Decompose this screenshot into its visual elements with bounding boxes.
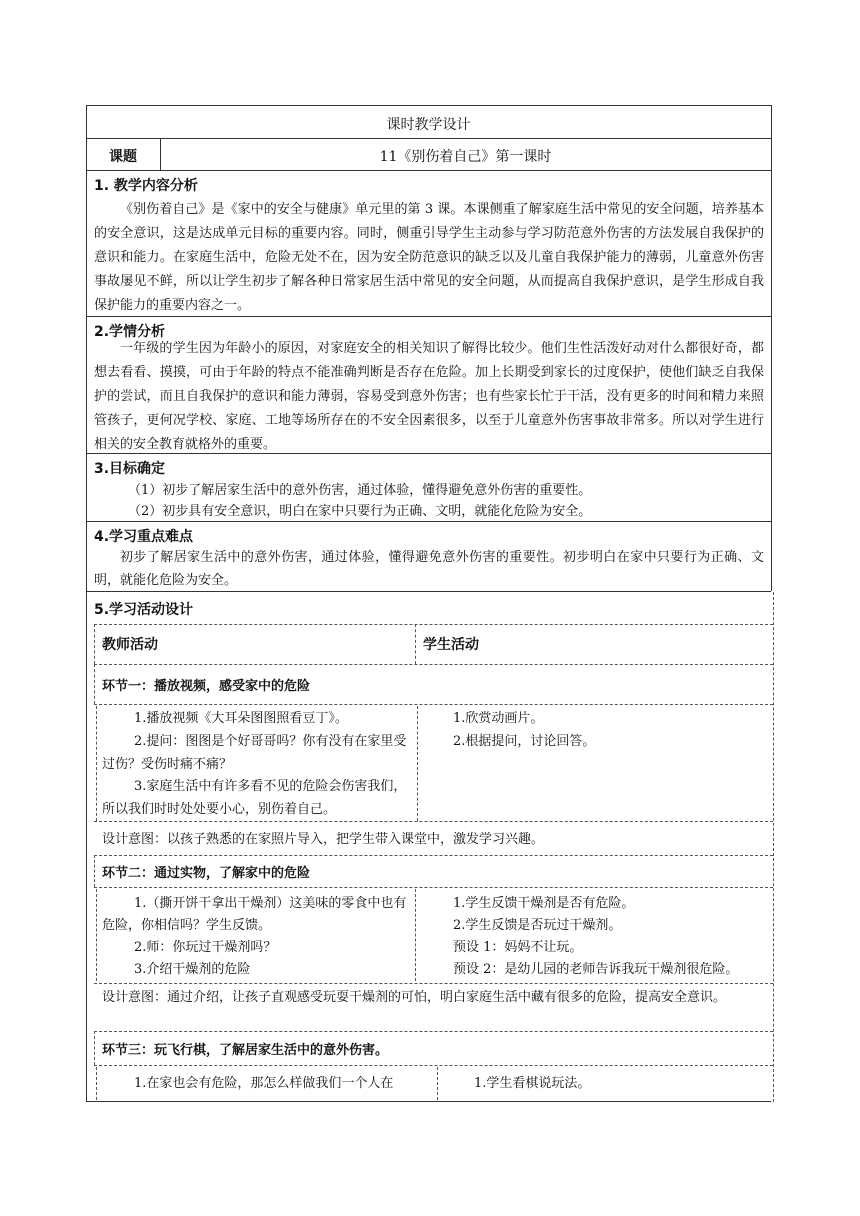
student-activity-text: 预设 1：妈妈不让玩。	[453, 940, 583, 955]
student-activity-text: 1.学生看棋说玩法。	[474, 1076, 591, 1091]
teacher-activity-text: 2.师：你玩过干燥剂吗？	[134, 940, 277, 955]
stage-title: 环节一：播放视频，感受家中的危险	[102, 679, 311, 694]
student-activity-text: 2.根据提问，讨论回答。	[453, 734, 596, 749]
objective-item: （2）初步具有安全意识，明白在家中只要行为正确、文明，就能化危险为安全。	[128, 504, 592, 519]
teacher-activity-text: 1.在家也会有危险，那怎么样做我们一个人在	[134, 1076, 394, 1091]
design-intent: 设计意图：以孩子熟悉的在家照片导入，把学生带入课堂中，激发学习兴趣。	[102, 832, 545, 847]
section-heading-learner-analysis: 2.学情分析	[94, 324, 166, 340]
design-intent: 设计意图：通过介绍，让孩子直观感受玩耍干燥剂的可怕，明白家庭生活中藏有很多的危险，提高安全意识。	[102, 990, 727, 1005]
teacher-activity-text: 1.（撕开饼干拿出干燥剂）这美味的零食中也有危险，你相信吗？学生反馈。	[102, 896, 407, 933]
teacher-activity-text: 1.播放视频《大耳朵图图照看豆丁》。	[134, 711, 348, 726]
student-activity-text: 1.欣赏动画片。	[453, 711, 544, 726]
page-title: 课时教学设计	[386, 117, 471, 133]
teacher-activity-text: 3.介绍干燥剂的危险	[134, 962, 251, 977]
section-paragraph-key-points: 初步了解居家生活中的意外伤害，通过体验，懂得避免意外伤害的重要性。初步明白在家中只要行为正确、文明，就能化危险为安全。	[94, 550, 764, 588]
column-header-student: 学生活动	[423, 637, 479, 653]
section-heading-key-points: 4.学习重点难点	[94, 529, 194, 545]
student-activity-text: 1.学生反馈干燥剂是否有危险。	[453, 896, 635, 911]
section-heading-content-analysis: 1. 教学内容分析	[94, 178, 198, 194]
column-header-teacher: 教师活动	[102, 637, 158, 653]
topic-value: 11《别伤着自己》第一课时	[379, 149, 552, 165]
objective-item: （1）初步了解居家生活中的意外伤害，通过体验，懂得避免意外伤害的重要性。	[128, 483, 592, 498]
topic-label: 课题	[109, 149, 137, 165]
teacher-activity-text: 2.提问：图图是个好哥哥吗？你有没有在家里受过伤？受伤时痛不痛？	[102, 734, 407, 772]
student-activity-text: 预设 2：是幼儿园的老师告诉我玩干燥剂很危险。	[453, 962, 739, 977]
stage-title: 环节三：玩飞行棋，了解居家生活中的意外伤害。	[102, 1043, 389, 1058]
teacher-activity-text: 3.家庭生活中有许多看不见的危险会伤害我们，所以我们时时处处要小心，别伤着自己。	[102, 779, 407, 817]
student-activity-text: 2.学生反馈是否玩过干燥剂。	[453, 918, 622, 933]
section-heading-objectives: 3.目标确定	[94, 461, 166, 477]
section-paragraph-content-analysis: 《别伤着自己》是《家中的安全与健康》单元里的第 3 课。本课侧重了解家庭生活中常见的安全问题，培养基本的安全意识，这是达成单元目标的重要内容。同时，侧重引导学生主动参与学习防范意外伤害的方法发展自我保护的意识和能力。在家庭生活中，危险无处不在，因为安全防范意识的缺乏以及儿童自我保护能力的薄弱，儿童意外伤害事故屡见不鲜，所以让学生初步了解各种日常家居生活中常见的安全问题，从而提高自我保护意识，是学生形成自我保护能力的重要内容之一。	[94, 202, 764, 313]
activity-heading: 5.学习活动设计	[94, 602, 194, 618]
stage-title: 环节二：通过实物，了解家中的危险	[102, 866, 311, 881]
section-paragraph-learner-analysis: 一年级的学生因为年龄小的原因，对家庭安全的相关知识了解得比较少。他们生性活泼好动对什么都很好奇，都想去看看、摸摸，可由于年龄的特点不能准确判断是否存在危险。加上长期受到家长的过度保护，使他们缺乏自我保护的尝试，而且自我保护的意识和能力薄弱，容易受到意外伤害；也有些家长忙于干活，没有更多的时间和精力来照管孩子，更何况学校、家庭、工地等场所存在的不安全因素很多，以至于儿童意外伤害事故非常多。所以对学生进行相关的安全教育就格外的重要。	[94, 341, 764, 452]
